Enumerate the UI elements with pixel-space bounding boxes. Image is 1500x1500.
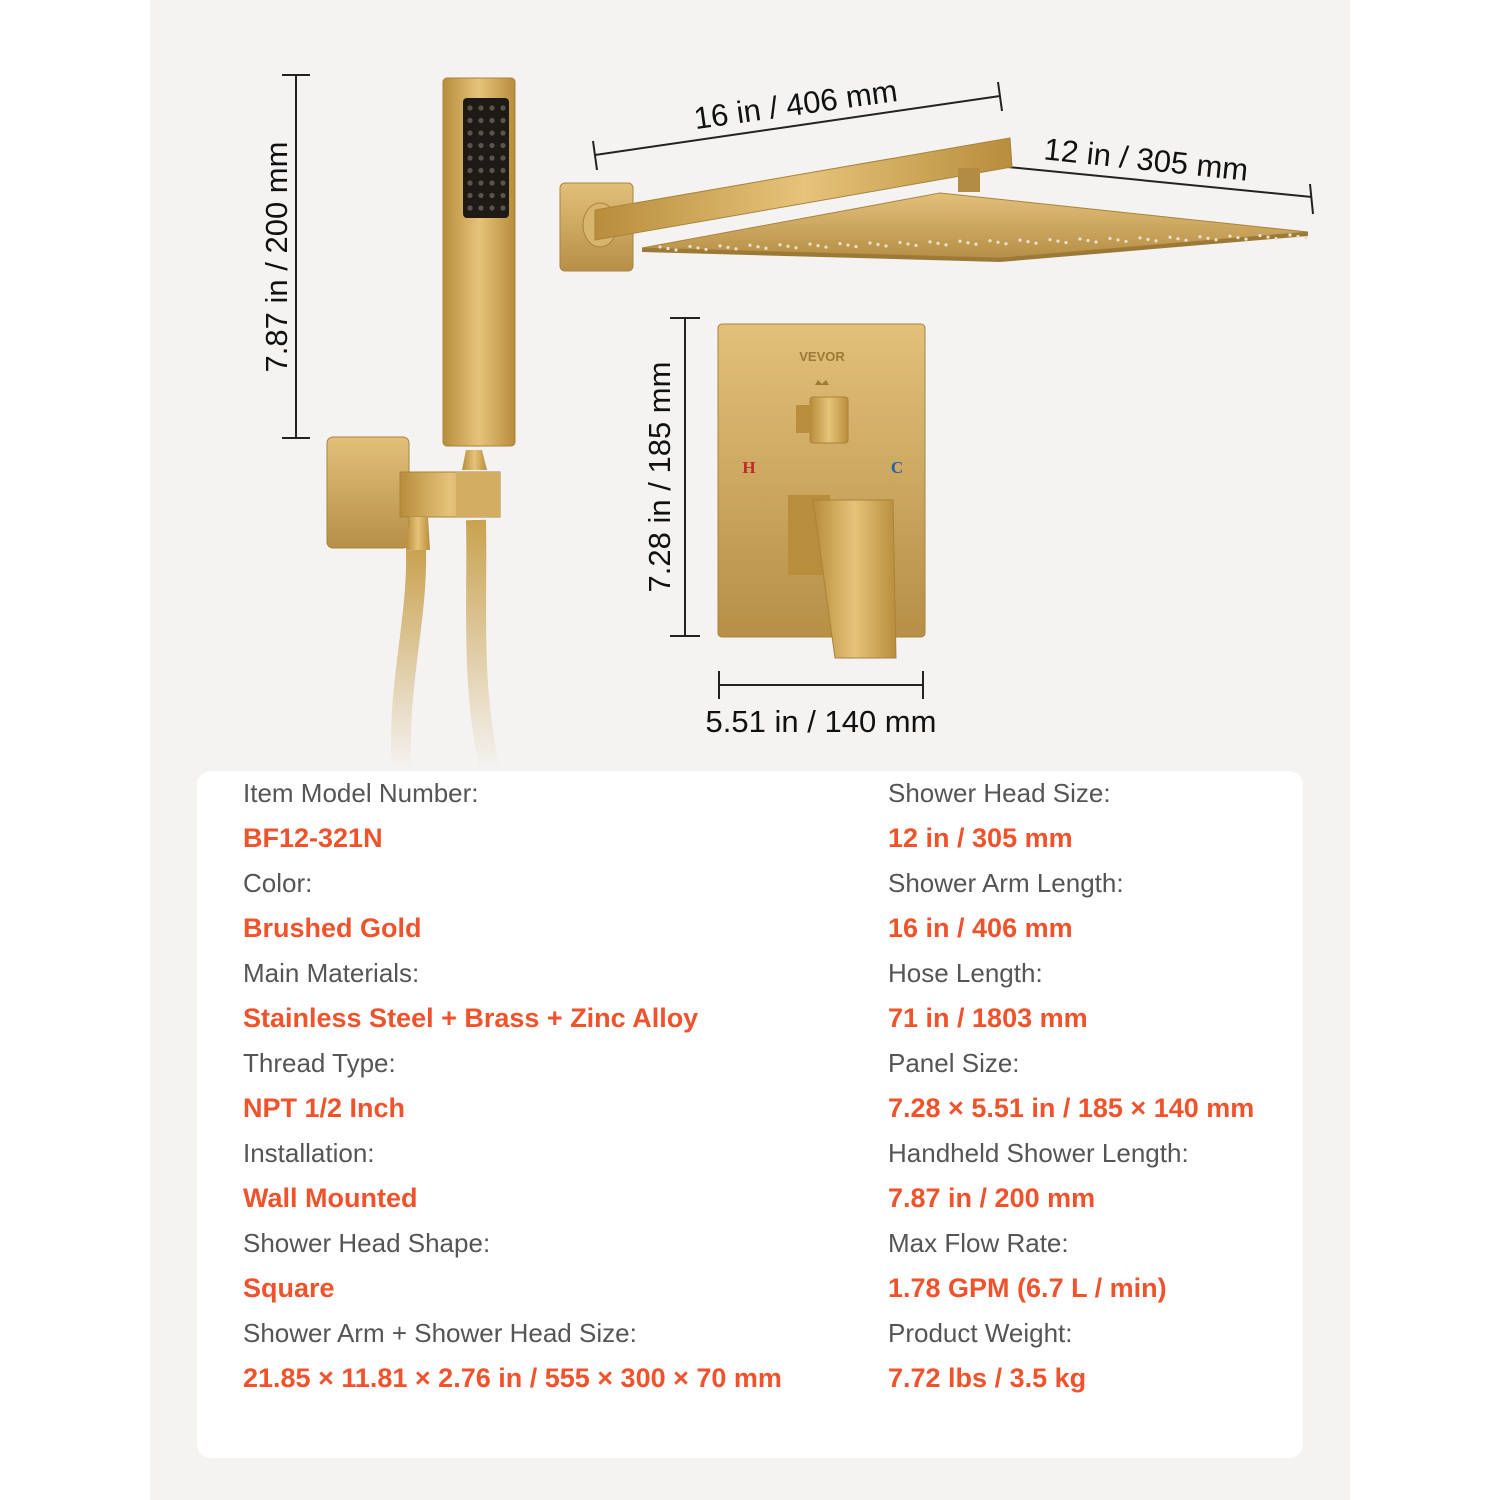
cold-marker: C (890, 458, 904, 477)
spec-value: 1.78 GPM (6.7 L / min) (888, 1273, 1167, 1303)
spec-row (243, 1041, 782, 1131)
spec-label: Color: (243, 868, 313, 898)
spec-row (888, 1311, 1254, 1401)
panel-width-label: 5.51 in / 140 mm (705, 704, 937, 739)
valve-panel (642, 318, 936, 739)
spec-row (243, 771, 782, 861)
spec-label: Thread Type: (243, 1048, 396, 1078)
rain-shower-head (560, 73, 1313, 271)
spec-value: 71 in / 1803 mm (888, 1003, 1088, 1033)
spec-row (243, 1221, 782, 1311)
spec-value: Brushed Gold (243, 913, 422, 943)
spec-value: 7.28 × 5.51 in / 185 × 140 mm (888, 1093, 1255, 1123)
panel-logo: VEVOR (799, 349, 845, 364)
spec-label: Product Weight: (888, 1318, 1073, 1348)
specs-left-column (243, 771, 782, 1401)
spec-label: Panel Size: (888, 1048, 1020, 1078)
spec-value: 7.87 in / 200 mm (888, 1183, 1096, 1213)
spec-row (243, 951, 782, 1041)
spec-value: BF12-321N (243, 823, 383, 853)
spec-value: 12 in / 305 mm (888, 823, 1073, 853)
spec-row (243, 861, 782, 951)
spec-row (888, 951, 1254, 1041)
spec-row (243, 1131, 782, 1221)
spec-row (243, 1311, 782, 1401)
arm-length-label: 16 in / 406 mm (691, 73, 900, 137)
spec-value: 21.85 × 11.81 × 2.76 in / 555 × 300 × 70 mm (243, 1363, 782, 1393)
spec-label: Shower Arm Length: (888, 868, 1124, 898)
spec-label: Shower Arm + Shower Head Size: (243, 1318, 637, 1348)
spec-row (888, 1221, 1254, 1311)
handheld-shower (259, 75, 515, 770)
handheld-height-label: 7.87 in / 200 mm (259, 141, 294, 373)
spec-value: Square (243, 1273, 335, 1303)
spec-label: Main Materials: (243, 958, 420, 988)
spec-label: Handheld Shower Length: (888, 1138, 1189, 1168)
spec-value: 7.72 lbs / 3.5 kg (888, 1363, 1087, 1393)
spec-value: Wall Mounted (243, 1183, 418, 1213)
spec-value: Stainless Steel + Brass + Zinc Alloy (243, 1003, 699, 1033)
spec-value: NPT 1/2 Inch (243, 1093, 406, 1123)
hot-marker: H (742, 458, 756, 477)
spec-label: Installation: (243, 1138, 375, 1168)
panel-height-label: 7.28 in / 185 mm (642, 361, 677, 593)
specs-right-column (888, 771, 1254, 1401)
head-size-label: 12 in / 305 mm (1042, 131, 1250, 188)
spec-row (888, 1131, 1254, 1221)
spec-label: Max Flow Rate: (888, 1228, 1069, 1258)
spec-label: Item Model Number: (243, 778, 479, 808)
spec-value: 16 in / 406 mm (888, 913, 1073, 943)
spec-label: Shower Head Shape: (243, 1228, 491, 1258)
spec-label: Shower Head Size: (888, 778, 1111, 808)
spec-row (888, 1041, 1254, 1131)
specifications-card (197, 771, 1303, 1458)
spec-label: Hose Length: (888, 958, 1043, 988)
spec-row (888, 771, 1254, 861)
spec-row (888, 861, 1254, 951)
